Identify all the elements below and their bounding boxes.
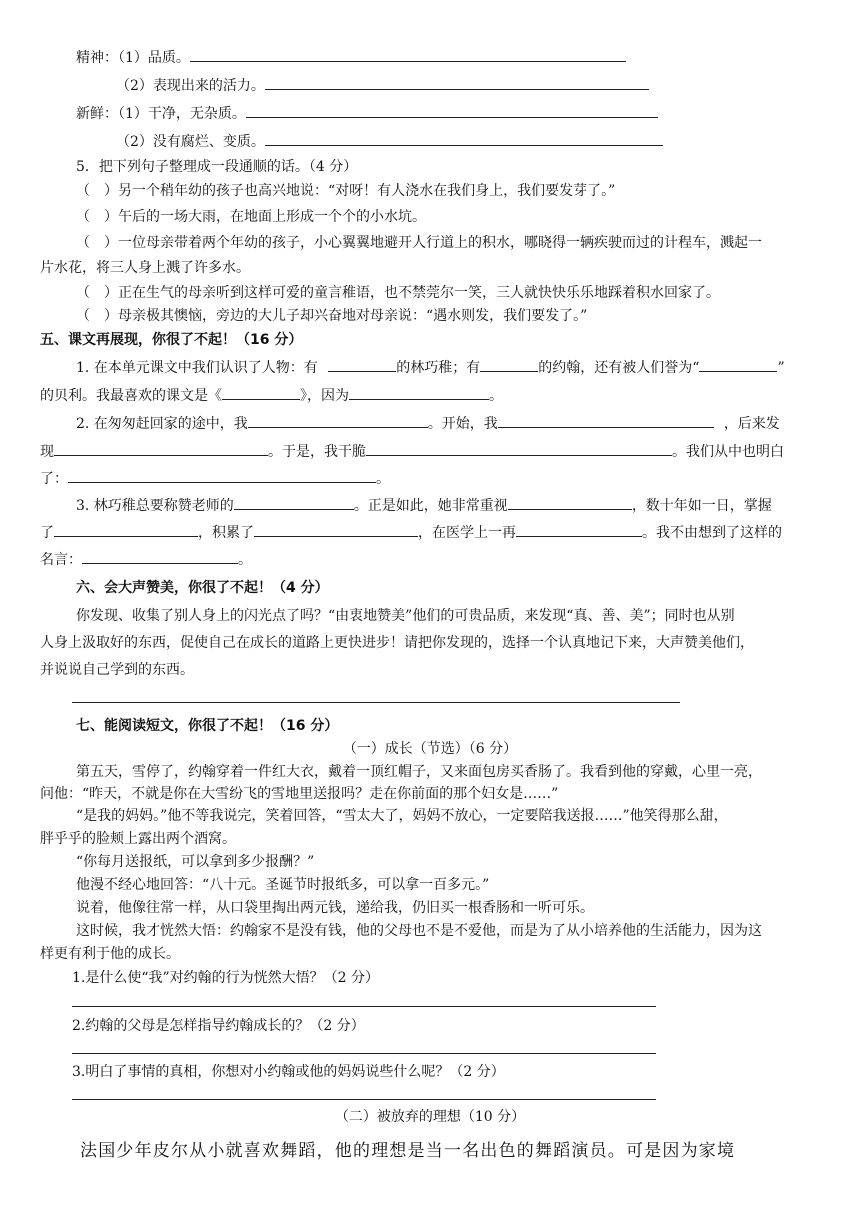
reading2-line-1: 法国少年皮尔从小就喜欢舞蹈，他的理想是当一名出色的舞蹈演员。可是因为家境 [80,1141,736,1161]
def-text: （2）表现出来的活力。 [116,78,265,94]
answer-blank[interactable] [366,440,672,456]
s5-q1-line1 [76,356,785,378]
def-jingshen-2 [116,74,649,96]
def-text: 新鲜：（1）干净，无杂质。 [76,106,246,122]
text: 1. 在本单元课文中我们认识了人物：有 [76,360,318,376]
text: ，积累了 [198,525,254,541]
answer-blank[interactable] [248,412,428,428]
text: ” [777,360,785,376]
text: 了 [40,525,54,541]
reading1-question-1: 1.是什么使“我”对约翰的行为恍然大悟？（2 分） [72,970,380,986]
answer-blank[interactable] [190,46,626,62]
reading1-line-9: 样更有利于他的成长。 [40,946,180,962]
s6-paragraph-line3: 并说说自己学到的东西。 [40,662,194,678]
text: 。我不由想到了这样的 [642,525,782,541]
answer-line[interactable] [72,1053,656,1054]
answer-blank[interactable] [254,521,418,537]
s6-paragraph-line1: 你发现、收集了别人身上的闪光点了吗？“由衷地赞美”他们的可贵品质，来发现“真、善、美”；同时也从别 [76,608,735,624]
text: 。正是如此，她非常重视 [353,498,508,514]
reading1-line-3: “是我的妈妈。”他不等我说完，笑着回答，“雪太大了，妈妈不放心，一定要陪我送报……”他笑得那么甜， [76,808,728,824]
text: 的贝利。我最喜欢的课文是《 [40,388,222,404]
section5-heading: 五、课文再展现，你很了不起！（16 分） [40,332,303,348]
answer-line[interactable] [72,1099,656,1100]
section6-heading: 六、会大声赞美，你很了不起！（4 分） [76,580,329,596]
answer-blank[interactable] [54,440,268,456]
answer-blank[interactable] [82,548,238,564]
text: 2. 在匆匆赶回家的途中，我 [76,416,248,432]
s5-q3-line3 [40,548,252,570]
reading1-line-4: 胖乎乎的脸颊上露出两个酒窝。 [40,831,236,847]
def-jingshen-1 [76,46,626,68]
s6-paragraph-line2: 人身上汲取好的东西，促使自己在成长的道路上更快进步！请把你发现的，选择一个认真地记下来，大声赞美他们， [40,635,754,651]
text: 了： [40,471,68,487]
q5-sentence-3a: （ ）一位母亲带着两个年幼的孩子，小心翼翼地避开人行道上的积水，哪晓得一辆疾驶而过的计程车，溅起一 [76,235,762,251]
answer-blank[interactable] [349,384,489,400]
answer-blank[interactable] [68,467,376,483]
answer-blank[interactable] [516,521,642,537]
answer-blank[interactable] [498,412,714,428]
def-xinxian-1 [76,102,658,124]
reading1-line-5: “你每月送报纸，可以拿到多少报酬？” [76,854,315,870]
s5-q3-line1 [76,494,772,516]
answer-blank[interactable] [265,74,649,90]
s5-q3-line2 [40,521,782,543]
reading1-line-2: 问他：“昨天，不就是你在大雪纷飞的雪地里送报吗？走在你前面的那个妇女是……” [40,786,559,802]
reading1-line-7: 说着，他像往常一样，从口袋里掏出两元钱，递给我，仍旧买一根香肠和一听可乐。 [76,900,594,916]
reading1-title: （一）成长（节选）（6 分） [342,741,518,757]
text: 。 [489,388,503,404]
text: 。开始，我 [427,416,498,432]
q5-sentence-2: （ ）午后的一场大雨，在地面上形成一个个的小水坑。 [76,209,426,225]
text: 。 [238,552,252,568]
text: 。 [376,471,390,487]
text: 。于是，我干脆 [268,444,366,460]
answer-line[interactable] [72,702,680,703]
def-text: （2）没有腐烂、变质。 [116,134,265,150]
answer-blank[interactable] [222,384,300,400]
text: 的约翰，还有被人们誉为“ [538,360,700,376]
answer-blank[interactable] [328,356,396,372]
answer-blank[interactable] [54,521,198,537]
text: 。我们从中也明白 [672,444,784,460]
reading1-line-8: 这时候，我才恍然大悟：约翰家不是没有钱，他的父母也不是不爱他，而是为了从小培养他的生活能力，因为这 [76,923,762,939]
s5-q2-line2 [40,440,784,462]
text: ，在医学上一再 [418,525,516,541]
s5-q1-line2 [40,384,503,406]
q5-sentence-1: （ ）另一个稍年幼的孩子也高兴地说：“对呀！有人浇水在我们身上，我们要发芽了。” [76,183,616,199]
q5-sentence-5: （ ）母亲极其懊恼，旁边的大儿子却兴奋地对母亲说：“遇水则发，我们要发了。” [76,308,588,324]
q5-sentence-4: （ ）正在生气的母亲听到这样可爱的童言稚语，也不禁莞尔一笑，三人就快快乐乐地踩着积水回家了。 [76,285,720,301]
answer-blank[interactable] [699,356,777,372]
text: ，数十年如一日，掌握 [631,498,772,514]
reading2-title: （二）被放弃的理想（10 分） [334,1109,526,1125]
answer-line[interactable] [72,1006,656,1007]
text: 的林巧稚；有 [396,360,481,376]
s5-q2-line3 [40,467,390,489]
reading1-question-2: 2.约翰的父母是怎样指导约翰成长的？（2 分） [72,1018,365,1034]
q5-sentence-3b: 片水花，将三人身上溅了许多水。 [40,260,250,276]
reading1-line-6: 他漫不经心地回答：“八十元。圣诞节时报纸多，可以拿一百多元。” [76,877,490,893]
text: 》，因为 [300,388,349,404]
reading1-line-1: 第五天，雪停了，约翰穿着一件红大衣，戴着一顶红帽子，又来面包房买香肠了。我看到他的穿戴，心里一亮， [76,764,762,780]
def-text: 精神：（1）品质。 [76,50,190,66]
answer-blank[interactable] [265,130,663,146]
def-xinxian-2 [116,130,663,152]
q5-title: 5．把下列句子整理成一段通顺的话。（4 分） [76,159,358,175]
answer-blank[interactable] [480,356,538,372]
s5-q2-line1 [76,412,780,434]
answer-blank[interactable] [508,494,632,510]
text: 名言： [40,552,82,568]
answer-blank[interactable] [234,494,354,510]
section7-heading: 七、能阅读短文，你很了不起！（16 分） [76,718,339,734]
text: 3. 林巧稚总要称赞老师的 [76,498,234,514]
text: ，后来发 [723,416,780,432]
text: 现 [40,444,54,460]
answer-blank[interactable] [246,102,658,118]
reading1-question-3: 3.明白了事情的真相，你想对小约翰或他的妈妈说些什么呢？（2 分） [72,1064,505,1080]
